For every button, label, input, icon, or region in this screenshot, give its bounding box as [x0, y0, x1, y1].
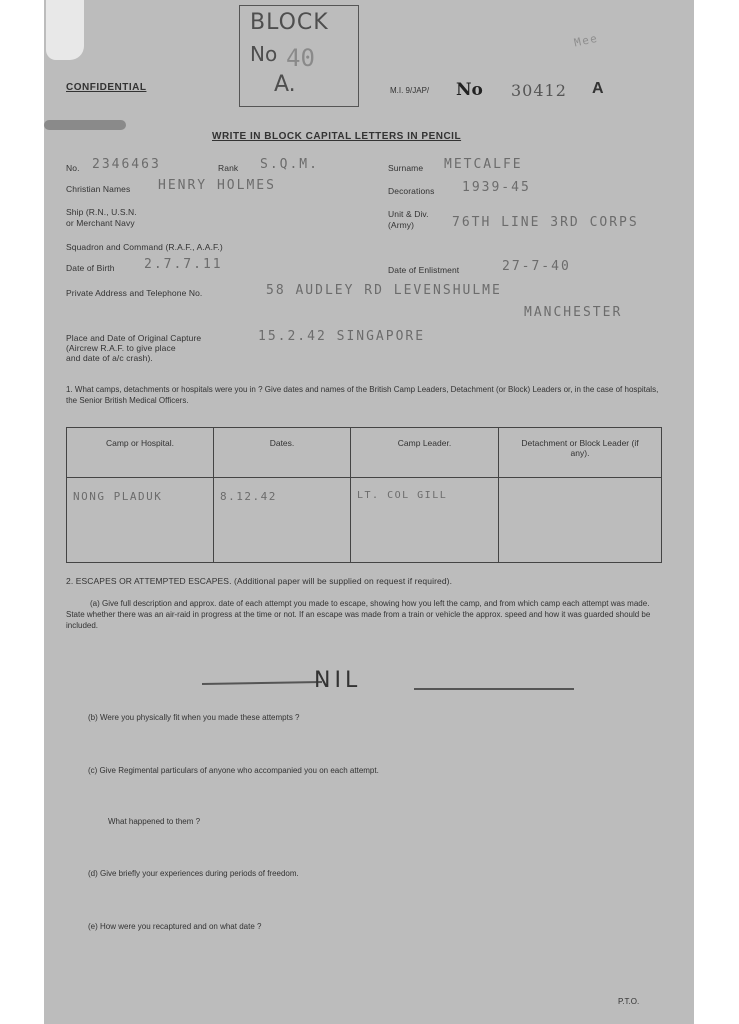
- column-header: Camp Leader.: [351, 428, 499, 478]
- pto-footer: P.T.O.: [618, 997, 640, 1006]
- stamp-line-no: No: [250, 42, 278, 66]
- decorations-label: Decorations: [388, 186, 435, 196]
- question-2b: (b) Were you physically fit when you made these attempts ?: [88, 713, 300, 722]
- enlistment-label: Date of Enlistment: [388, 265, 460, 275]
- capture-value: 15.2.42 SINGAPORE: [258, 329, 426, 344]
- camps-table: [66, 427, 662, 563]
- column-header: Camp or Hospital.: [67, 428, 214, 478]
- decorations-value: 1939-45: [462, 180, 531, 195]
- dob-label: Date of Birth: [66, 263, 115, 273]
- ship-label-1: Ship (R.N., U.S.N.: [66, 207, 137, 217]
- christian-names-label: Christian Names: [66, 184, 131, 194]
- form-heading: WRITE IN BLOCK CAPITAL LETTERS IN PENCIL: [212, 131, 462, 142]
- unit-value: 76TH LINE 3RD CORPS: [452, 215, 639, 230]
- confidential-label: CONFIDENTIAL: [66, 82, 147, 93]
- table-cell-detachment: [499, 478, 662, 563]
- rank-label: Rank: [218, 163, 239, 173]
- stamp-line-a: A.: [274, 72, 296, 97]
- unit-label-2: (Army): [388, 220, 415, 230]
- ship-label-2: or Merchant Navy: [66, 218, 135, 228]
- no-value: 2346463: [92, 157, 161, 172]
- table-cell-dates: 8.12.42: [214, 478, 351, 563]
- table-row: [67, 478, 662, 563]
- table-header-row: [67, 428, 662, 478]
- number-symbol: No: [456, 80, 483, 100]
- question-1: 1. What camps, detachments or hospitals were you in ? Give dates and names of the British Camp Leaders, Detachment (or Block) Leaders or, in the case of hospitals, the Senior British Medical Officers.: [66, 385, 659, 405]
- address-label: Private Address and Telephone No.: [66, 288, 203, 298]
- capture-label-1: Place and Date of Original Capture: [66, 333, 202, 343]
- serial-suffix: A: [592, 80, 604, 97]
- address-line2: MANCHESTER: [524, 305, 623, 320]
- stamp-handwritten-number: 40: [286, 44, 315, 72]
- column-header: Detachment or Block Leader (if any).: [499, 428, 662, 478]
- table-cell-camp: NONG PLADUK: [67, 478, 214, 563]
- form-code: M.I. 9/JAP/: [390, 86, 430, 95]
- surname-label: Surname: [388, 163, 424, 173]
- nil-rule-left: [202, 681, 322, 685]
- block-stamp: [239, 5, 359, 107]
- corner-note: Mee: [572, 31, 600, 50]
- rank-value: S.Q.M.: [260, 157, 319, 172]
- nil-answer: NIL: [314, 668, 362, 693]
- binding-tag: [44, 120, 126, 130]
- question-2e: (e) How were you recaptured and on what date ?: [88, 922, 262, 931]
- squadron-label: Squadron and Command (R.A.F., A.A.F.): [66, 242, 223, 252]
- torn-corner: [46, 0, 84, 60]
- enlistment-value: 27-7-40: [502, 259, 571, 274]
- stamp-line-block: BLOCK: [250, 10, 329, 35]
- question-2d: (d) Give briefly your experiences during periods of freedom.: [88, 869, 299, 878]
- serial-number: 30412: [511, 81, 567, 100]
- question-2c-followup: What happened to them ?: [108, 817, 201, 826]
- no-label: No.: [66, 163, 80, 173]
- unit-label-1: Unit & Div.: [388, 209, 429, 219]
- question-2c: (c) Give Regimental particulars of anyone who accompanied you on each attempt.: [88, 766, 379, 775]
- column-header: Dates.: [214, 428, 351, 478]
- address-line1: 58 AUDLEY RD LEVENSHULME: [266, 283, 502, 298]
- question-2-title: 2. ESCAPES OR ATTEMPTED ESCAPES. (Additional paper will be supplied on request if required).: [66, 576, 453, 586]
- dob-value: 2.7.7.11: [144, 257, 223, 272]
- capture-label-3: and date of a/c crash).: [66, 353, 153, 363]
- nil-rule-right: [414, 688, 574, 690]
- capture-label-2: (Aircrew R.A.F. to give place: [66, 343, 176, 353]
- form-page: [44, 0, 694, 1024]
- christian-names-value: HENRY HOLMES: [158, 178, 276, 193]
- surname-value: METCALFE: [444, 157, 523, 172]
- table-cell-leader: LT. COL GILL: [351, 478, 499, 563]
- question-2a: (a) Give full description and approx. date of each attempt you made to escape, showing how you left the camp, and from which camp each attempt was made. State whether there was an air-raid in progress at the time or not. If an escape was made from a train or vehicle the approx. speed and how it was guarded should be included.: [66, 599, 651, 630]
